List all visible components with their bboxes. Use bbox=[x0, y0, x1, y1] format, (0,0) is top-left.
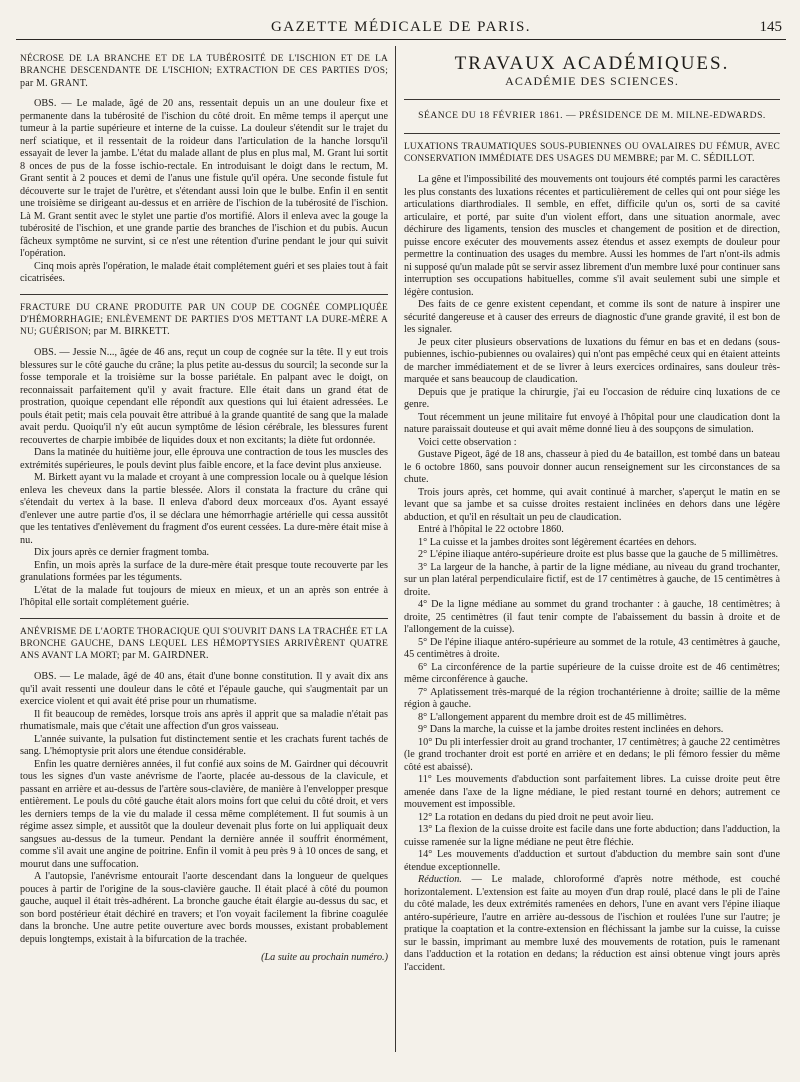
section-subtitle: ACADÉMIE DES SCIENCES. bbox=[505, 73, 679, 88]
list-item: 14° Les mouvements d'adduction et surtout d'abduction du membre sain sont d'une étendue exceptionnelle. bbox=[404, 849, 780, 873]
article-title-luxations: LUXATIONS TRAUMATIQUES SOUS-PUBIENNES OU OVALAIRES DU FÉMUR, AVEC CONSERVATION IMMÉDIATE DES USAGES DU MEMBRE; par M. C. SÉDILLOT. bbox=[404, 141, 780, 165]
list-item: 8° L'allongement apparent du membre droit est de 45 millimètres. bbox=[418, 711, 687, 723]
continued-note: (La suite au prochain numéro.) bbox=[261, 952, 388, 964]
list-item: 2° L'épine iliaque antéro-supérieure droite est plus basse que la gauche de 5 millimètres. bbox=[418, 549, 779, 561]
paragraph: Enfin les quatre dernières années, il fut confié aux soins de M. Gairdner qui découvrit tous les signes d'un vaste anévrisme de l'aorte, placée au-dessous de la clavicule, et passant en arrière et au-dessus de l'artère sous-clavière, de manière à l'envelopper presque entièrement. Le pouls du côté gauche était alors moins fort que celui du côté droit, et vers les derniers temps de la vie du malade il cessa même complétement. Il fut soumis à un régime assez simple, et aussitôt que la douleur devenait plus forte on lui appliquait deux sangsues au-dessus de la tumeur. Pendant la dernière année il souffrit énormément, comme s'il avait une angine de poitrine. Enfin il vomit à peu près 9 à 10 onces de sang, et mourut dans une suffocation. bbox=[20, 758, 388, 870]
list-item: 12° La rotation en dedans du pied droit ne peut avoir lieu. bbox=[418, 811, 654, 823]
paragraph: Gustave Pigeot, âgé de 18 ans, chasseur à pied du 4e bataillon, est tombé dans un bateau le 6 octobre 1860, sans pouvoir donner aucun renseignement sur les circonstances de sa chute. bbox=[404, 449, 780, 486]
reduction-label: Réduction. bbox=[418, 874, 462, 886]
article-author: par M. GAIRDNER. bbox=[122, 650, 209, 662]
observation-list bbox=[404, 537, 780, 875]
list-item: 6° La circonférence de la partie supérieure de la cuisse droite est de 46 centimètres; même circonférence à gauche. bbox=[404, 661, 780, 686]
list-item: 7° Aplatissement très-marqué de la région trochantérienne à droite; saillie de la même région à gauche. bbox=[404, 686, 780, 711]
article-title-fracture: FRACTURE DU CRANE PRODUITE PAR UN COUP DE COGNÉE COMPLIQUÉE D'HÉMORRHAGIE; ENLÈVEMENT DE PARTIES D'OS METTANT LA DURE-MÈRE A NU; GUÉRISON; par M. BIRKETT. bbox=[20, 302, 388, 338]
running-header bbox=[16, 12, 786, 40]
paragraph: Des faits de ce genre existent cependant, et comme ils sont de nature à inspirer une sécurité dangereuse et à causer des erreurs de diagnostic d'une grande gravité, il est bon de les signaler. bbox=[404, 299, 780, 336]
article-title-necrose: NÉCROSE DE LA BRANCHE ET DE LA TUBÉROSITÉ DE L'ISCHION ET DE LA BRANCHE DESCENDANTE DE L'ISCHION; EXTRACTION DE CES PARTIES D'OS; par M. GRANT. bbox=[20, 54, 388, 89]
reduction-paragraph bbox=[404, 874, 780, 974]
section-title: TRAVAUX ACADÉMIQUES. bbox=[454, 53, 730, 74]
section-separator bbox=[404, 99, 780, 100]
journal-title: GAZETTE MÉDICALE DE PARIS. bbox=[270, 19, 532, 35]
paragraph: Cinq mois après l'opération, le malade était complétement guéri et ses plaies tout à fait cicatrisées. bbox=[20, 260, 388, 285]
list-item: 1° La cuisse et la jambes droites sont légèrement écartées en dehors. bbox=[418, 536, 697, 548]
article-separator bbox=[20, 618, 388, 619]
left-column bbox=[20, 46, 388, 1054]
paragraph: Voici cette observation : bbox=[418, 436, 517, 448]
paragraph: OBS. — Jessie N..., âgée de 46 ans, reçut un coup de cognée sur la tête. Il y eut trois blessures sur le côté gauche du crâne; la plus petite au-dessus du sourcil; la seconde sur la fosse temporale et la troisième sur la bosse pariétale. En palpant avec le doigt, on reconnaissait parfaitement qu'il y avait fracture. Elle était dans un grand état de prostration, quoique cependant elle répondît aux questions qui lui étaient adressées. Le pouls était petit; mais cela pouvait être attribué à la grande quantité de sang que la malade avait perdu. Quoiqu'il n'y eût aucun symptôme de lésion cérébrale, les blessures furent recouvertes de charpie imbibée de liquides doux et non excitants; la diète fut ordonnée. bbox=[20, 347, 388, 446]
page-number: 145 bbox=[759, 19, 782, 35]
paragraph: Dix jours après ce dernier fragment tomba. bbox=[34, 547, 210, 559]
paragraph: La gêne et l'impossibilité des mouvements ont toujours été comptés parmi les caractères les plus constants des luxations récentes et particulièrement de celles qui ont pour siége les articulations diarthrodiales. Il semble, en effet, difficile qu'un os, sorti de sa cavité articulaire, et porté, par suite d'un violent effort, dans une situation anormale, avec déchirure des ligaments, tension des muscles et changement de position et de direction, puisse encore exécuter des mouvements assez étendus et assez exempts de douleur pour permettre la continuation des usages du membre. Aussi les hommes de l'art n'ont-ils admis ni supposé qu'un malade pût se servir assez librement d'un membre luxé pour continuer sans interruption ses occupations habituelles, comme s'il avait seulement subi une simple et légère contusion. bbox=[404, 174, 780, 298]
article-separator bbox=[20, 294, 388, 295]
paragraph: A l'autopsie, l'anévrisme entourait l'aorte descendant dans la longueur de quelques pouces à partir de l'origine de la sous-clavière gauche. Il était placé à côté du poumon gauche, auquel il était très-adhérent. La bronche gauche était élargie au-dessus du sac, et son bord postérieur était déchiré en travers; et l'on voyait facilement la fibrine coagulée dans la bronche. Une autre petite ouverture avec bords mousses, existant probablement depuis longtemps, existait à la bifurcation de la trachée. bbox=[20, 871, 388, 945]
list-item: 5° De l'épine iliaque antéro-supérieure au sommet de la rotule, 43 centimètres à gauche, 45 centimètres à droite. bbox=[404, 636, 780, 661]
list-item: 3° La largeur de la hanche, à partir de la ligne médiane, au niveau du grand trochanter, sur un plan latéral perpendiculaire fictif, est de 17 centimètres à gauche, de 15 centimètres à droite. bbox=[404, 561, 780, 598]
paragraph: L'état de la malade fut toujours de mieux en mieux, et un an après son entrée à l'hôpital elle sortait complétement guérie. bbox=[20, 584, 388, 609]
reduction-text: — Le malade, chloroformé d'après notre méthode, est couché horizontalement. L'extension est faite au moyen d'un drap roulé, placé dans le pli de l'aine du côté malade, les deux extrémités ramenées en dehors, l'une en avant vers l'épine iliaque antéro-supérieure, l'autre en arrière au-dessous de l'ischion et roulées l'une sur l'autre; je pratique la coaptation et la contre-extension en fléchissant la jambe sur la cuisse, la cuisse sur le bassin, imprimant au membre luxé des mouvements de rotation, puis le ramenant dans l'adduction et la rotation en dedans; la réduction est ainsi obtenue vingt jours après l'accident. bbox=[404, 874, 780, 973]
section-separator bbox=[404, 133, 780, 134]
paragraph: Entré à l'hôpital le 22 octobre 1860. bbox=[418, 524, 564, 536]
article-author: par M. GRANT. bbox=[20, 77, 88, 89]
paragraph: Depuis que je pratique la chirurgie, j'ai eu l'occasion de réduire cinq luxations de ce genre. bbox=[404, 386, 780, 411]
article-author: par M. C. SÉDILLOT. bbox=[660, 153, 755, 165]
paragraph: M. Birkett ayant vu la malade et croyant à une compression locale ou à quelque lésion enleva les cheveux dans la partie blessée. Alors il constata la fracture du crâne qui s'étendait du vertex à la base. Il enleva d'abord deux morceaux d'os. Ayant essayé d'enlever une autre partie d'os, il se déclara une hémorrhagie artérielle qui cessa aussitôt que les tentatives d'enlèvement du fragment d'os eurent cessées. La dure-mère était mise à nu. bbox=[20, 472, 388, 546]
paragraph: Trois jours après, cet homme, qui avait continué à marcher, s'aperçut le matin en se levant que sa jambe et sa cuisse droites restaient inclinées en dehors dans une légère abduction, et qu'il en résultait un peu de claudication. bbox=[404, 486, 780, 523]
paragraph: OBS. — Le malade, âgé de 20 ans, ressentait depuis un an une douleur fixe et permanente dans la tubérosité de l'ischion du côté droit. En même temps il aperçut une tumeur à la partie supérieure et interne de la cuisse. La douleur s'étendit sur le trajet du nerf sciatique, et il ressentait de la roideur dans l'articulation de la hanche lorsqu'il essayait de lever la jambe. L'état du malade allant de plus en plus mal, M. Grant lui sortit 8 onces de pus de la fosse ischio-rectale. En introduisant le doigt dans le rectum, M. Grant sentit à 2 pouces et demi de l'anus une fistule qu'il opéra. Une seconde fistule fut découverte sur le trajet de l'urètre, et s'étendant aussi loin que le bulbe. Enfin il en sentit une troisième se dirigeant au-dessus et en arrière de l'ischion de la tubérosité de l'ischion. Là M. Grant sentit avec le stylet une partie d'os mortifié. Alors il enleva avec la gouge la tubérosité de l'ischion, et une grande partie des branches de l'ischion et du pubis. Aucun fâcheux symptôme ne survint, si ce n'est une rétention d'urine pendant le jour qui suivit l'opération. bbox=[20, 98, 388, 260]
article-title-anevrisme: ANÉVRISME DE L'AORTE THORACIQUE QUI S'OUVRIT DANS LA TRACHÉE ET LA BRONCHE GAUCHE, DANS LEQUEL LES HÉMOPTYSIES ARRIVÈRENT QUATRE ANS AVANT LA MORT; par M. GAIRDNER. bbox=[20, 626, 388, 662]
paragraph: Je peux citer plusieurs observations de luxations du fémur en bas et en dedans (sous-pubiennes, ischio-pubiennes ou ovalaires) qui n'ont pas empêché ceux qui en étaient atteints de marcher immédiatement et de se livrer à leurs exercices ordinaires, sans douleur très-marquée et sans beaucoup de claudication. bbox=[404, 336, 780, 386]
list-item: 9° Dans la marche, la cuisse et la jambe droites restent inclinées en dehors. bbox=[418, 724, 724, 736]
right-column bbox=[404, 46, 780, 1054]
paragraph: Enfin, un mois après la surface de la dure-mère était presque toute recouverte par les granulations formées par les téguments. bbox=[20, 559, 388, 584]
column-divider bbox=[395, 46, 396, 1052]
article-author: par M. BIRKETT. bbox=[93, 326, 170, 338]
paragraph: Il fit beaucoup de remèdes, lorsque trois ans après il apprit que sa maladie n'était pas rhumatismale, mais que c'était une affection d'un gros vaisseau. bbox=[20, 708, 388, 733]
paragraph: L'année suivante, la pulsation fut distinctement sentie et les crachats furent tachés de sang. L'hémoptysie prit alors une étendue considérable. bbox=[20, 733, 388, 758]
list-item: 11° Les mouvements d'abduction sont parfaitement libres. La cuisse droite peut être amenée dans l'axe de la ligne médiane, le pied restant tourné en dehors; autrement ce mouvement est impossible. bbox=[404, 774, 780, 811]
list-item: 4° De la ligne médiane au sommet du grand trochanter : à gauche, 18 centimètres; à droite, 25 centimètres (il faut tenir compte de l'abaissement du bassin à droite et de l'allongement de la cuisse). bbox=[404, 599, 780, 636]
list-item: 10° Du pli interfessier droit au grand trochanter, 17 centimètres; à gauche 22 centimètres (le grand trochanter droit est porté en arrière et en dedans; le pli fémoro fessier du même côté est abaissé). bbox=[404, 736, 780, 773]
paragraph: OBS. — Le malade, âgé de 40 ans, était d'une bonne constitution. Il y avait dix ans qu'il avait ressenti une douleur dans le côté et l'épaule gauche, qui s'augmentait par un exercice violent et qui avait été prise pour un rhumatisme. bbox=[20, 671, 388, 708]
list-item: 13° La flexion de la cuisse droite est facile dans une forte abduction; dans l'adduction, la cuisse ramenée sur la ligne médiane ne peut être fléchie. bbox=[404, 824, 780, 848]
paragraph: Tout récemment un jeune militaire fut envoyé à l'hôpital pour une claudication dont la nature paraissait douteuse et qui avait même donné lieu à des soupçons de simulation. bbox=[404, 411, 780, 436]
session-line: SÉANCE DU 18 FÉVRIER 1861. — PRÉSIDENCE DE M. MILNE-EDWARDS. bbox=[418, 110, 766, 121]
paragraph: Dans la matinée du huitième jour, elle éprouva une contraction de tous les muscles des extrémités supérieures, le pouls devint plus faible encore, et la face devint plus anxieuse. bbox=[20, 447, 388, 471]
